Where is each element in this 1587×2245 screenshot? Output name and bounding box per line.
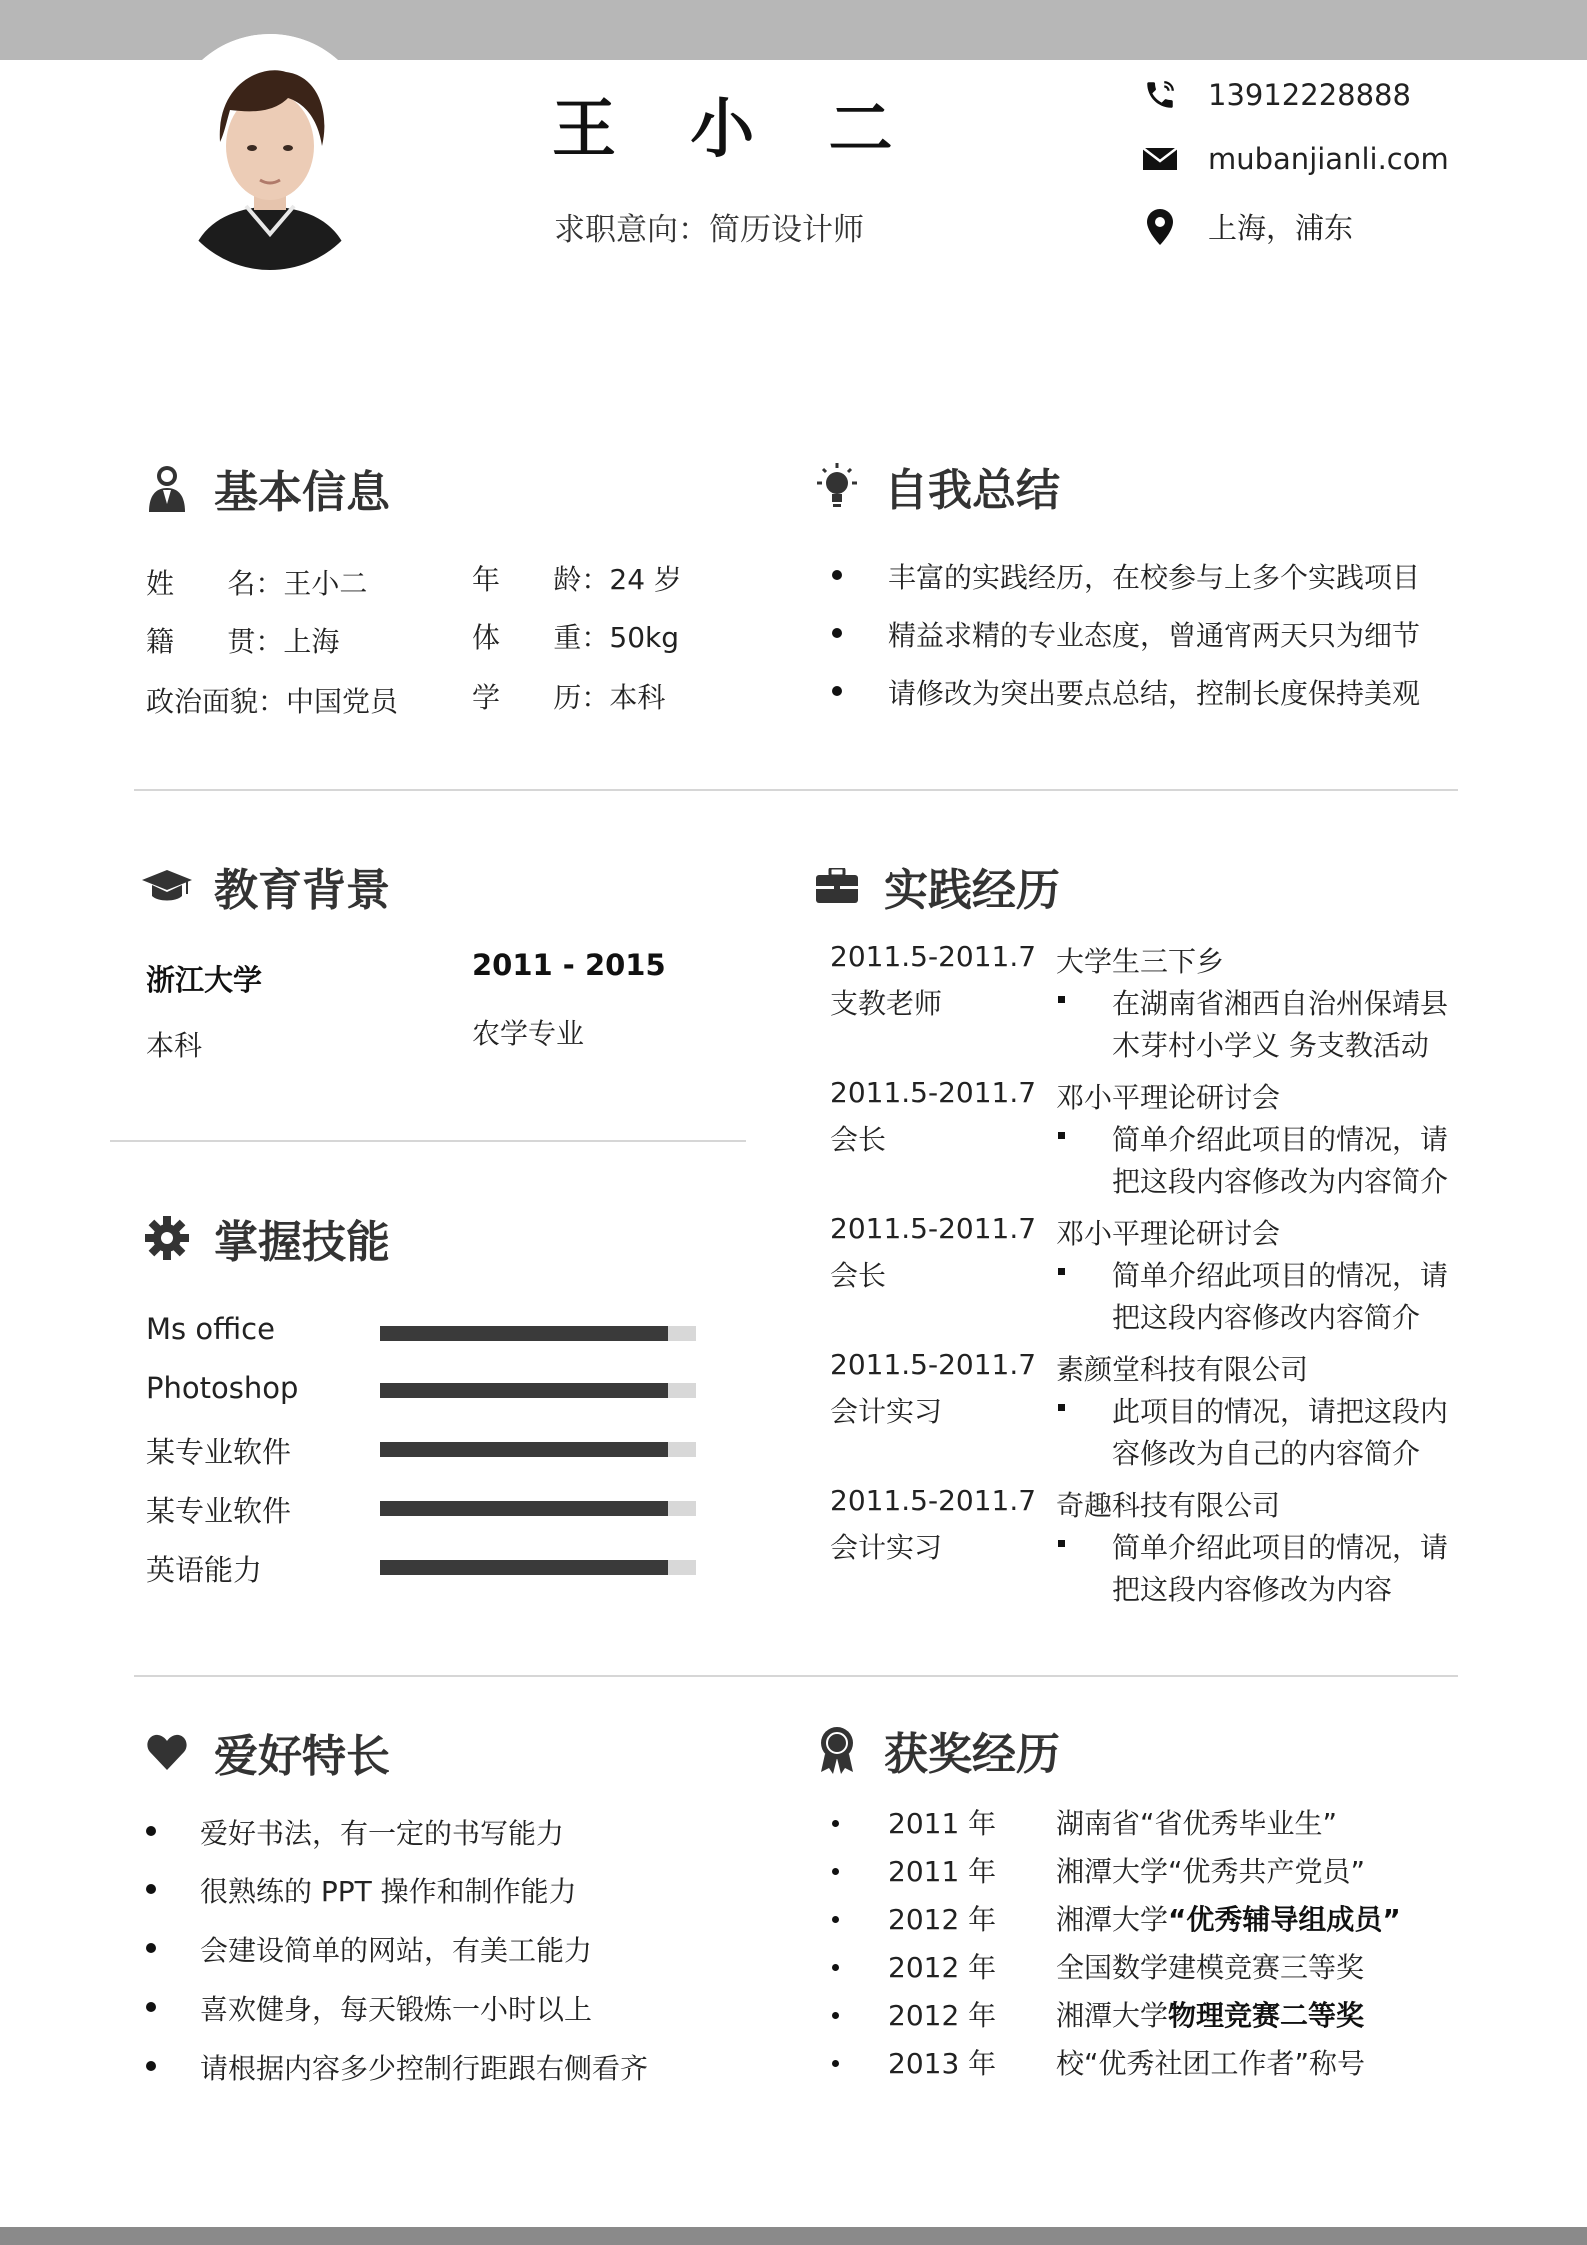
lightbulb-icon (812, 461, 862, 511)
award-text: 校“优秀社团工作者”称号 (1056, 2047, 1366, 2080)
practice-date: 2011.5-2011.7 (830, 940, 1037, 973)
education-title: 教育背景 (142, 854, 390, 918)
practice-desc: 木芽村小学义 务支教活动 (1112, 1029, 1429, 1062)
award-year: 2011 年 (888, 1855, 997, 1888)
practice-role: 会计实习 (830, 1531, 943, 1564)
award-year: 2012 年 (888, 1951, 997, 1984)
practice-date: 2011.5-2011.7 (830, 1212, 1037, 1245)
heart-icon (142, 1727, 192, 1777)
practice-desc: 简单介绍此项目的情况，请 (1112, 1531, 1449, 1564)
practice-date: 2011.5-2011.7 (830, 1348, 1037, 1381)
major: 农学专业 (472, 1017, 585, 1050)
award-text: 湘潭大学物理竞赛二等奖 (1056, 1999, 1365, 2032)
skill-bar (380, 1326, 696, 1341)
practice-desc: 简单介绍此项目的情况，请 (1112, 1123, 1449, 1156)
practice-bullet (1058, 996, 1065, 1003)
basic-info-title: 基本信息 (142, 456, 390, 520)
summary-title: 自我总结 (812, 454, 1060, 518)
gear-icon (142, 1213, 192, 1263)
field-weight: 体 重：50kg (472, 621, 680, 654)
practice-role: 会长 (830, 1123, 887, 1156)
award-year: 2011 年 (888, 1807, 997, 1840)
skill-label: 某专业软件 (146, 1494, 292, 1528)
practice-bullet (1058, 1540, 1065, 1547)
field-political: 政治面貌：中国党员 (146, 685, 399, 718)
field-education: 学 历：本科 (472, 681, 666, 714)
divider (134, 789, 1458, 791)
medal-icon (812, 1725, 862, 1775)
education-years: 2011 - 2015 (472, 948, 666, 982)
contact-email (1140, 142, 1449, 176)
award-year: 2012 年 (888, 1903, 997, 1936)
award-year: 2013 年 (888, 2047, 997, 2080)
awards-title: 获奖经历 (812, 1718, 1060, 1782)
phone-icon (1140, 78, 1180, 112)
practice-role: 支教老师 (830, 987, 943, 1020)
practice-desc: 把这段内容修改为内容简介 (1112, 1165, 1449, 1198)
practice-desc: 把这段内容修改为内容 (1112, 1573, 1393, 1606)
website: mubanjianli.com (1208, 142, 1449, 176)
skill-bar (380, 1383, 696, 1398)
practice-bullet (1058, 1132, 1065, 1139)
practice-bullet (1058, 1268, 1065, 1275)
practice-desc: 此项目的情况，请把这段内 (1112, 1395, 1449, 1428)
briefcase-icon (812, 861, 862, 911)
award-year: 2012 年 (888, 1999, 997, 2032)
contact-phone (1140, 78, 1411, 112)
field-name: 姓 名：王小二 (146, 567, 368, 600)
award-text: 全国数学建模竞赛三等奖 (1056, 1951, 1365, 1984)
person-icon (142, 463, 192, 513)
skill-label: Ms office (146, 1312, 275, 1346)
skill-bar (380, 1501, 696, 1516)
contact-location (1140, 206, 1353, 247)
practice-role: 会长 (830, 1259, 887, 1292)
practice-desc: 容修改为自己的内容简介 (1112, 1437, 1421, 1470)
divider (134, 1675, 1458, 1677)
practice-org: 邓小平理论研讨会 (1056, 1081, 1281, 1114)
graduation-cap-icon (142, 861, 192, 911)
skill-bar (380, 1560, 696, 1575)
job-intent: 求职意向：简历设计师 (554, 212, 864, 248)
practice-bullet (1058, 1404, 1065, 1411)
practice-role: 会计实习 (830, 1395, 943, 1428)
field-age: 年 龄：24 岁 (472, 563, 682, 596)
award-text: 湘潭大学“优秀辅导组成员” (1056, 1903, 1401, 1936)
bottom-bar (0, 2227, 1587, 2245)
practice-desc: 在湖南省湘西自治州保靖县 (1112, 987, 1449, 1020)
map-pin-icon (1140, 209, 1180, 245)
skill-label: 某专业软件 (146, 1435, 292, 1469)
skill-label: 英语能力 (146, 1553, 263, 1587)
skills-title: 掌握技能 (142, 1206, 390, 1270)
skill-label: Photoshop (146, 1371, 299, 1405)
degree: 本科 (146, 1029, 203, 1062)
school-name: 浙江大学 (146, 963, 263, 997)
hobbies-title: 爱好特长 (142, 1720, 390, 1784)
award-text: 湖南省“省优秀毕业生” (1056, 1807, 1338, 1840)
practice-org: 奇趣科技有限公司 (1056, 1489, 1281, 1522)
location: 上海，浦东 (1208, 211, 1354, 245)
divider (110, 1140, 746, 1142)
candidate-name: 王 小 二 (552, 93, 919, 167)
award-text: 湘潭大学“优秀共产党员” (1056, 1855, 1366, 1888)
practice-org: 大学生三下乡 (1056, 945, 1225, 978)
profile-photo (168, 34, 372, 270)
practice-title: 实践经历 (812, 854, 1060, 918)
practice-org: 邓小平理论研讨会 (1056, 1217, 1281, 1250)
skill-bar (380, 1442, 696, 1457)
practice-desc: 把这段内容修改内容简介 (1112, 1301, 1421, 1334)
practice-date: 2011.5-2011.7 (830, 1076, 1037, 1109)
practice-org: 素颜堂科技有限公司 (1056, 1353, 1309, 1386)
envelope-icon (1140, 146, 1180, 172)
practice-desc: 简单介绍此项目的情况，请 (1112, 1259, 1449, 1292)
practice-date: 2011.5-2011.7 (830, 1484, 1037, 1517)
phone-number: 13912228888 (1208, 78, 1411, 112)
field-hometown: 籍 贯：上海 (146, 625, 340, 658)
